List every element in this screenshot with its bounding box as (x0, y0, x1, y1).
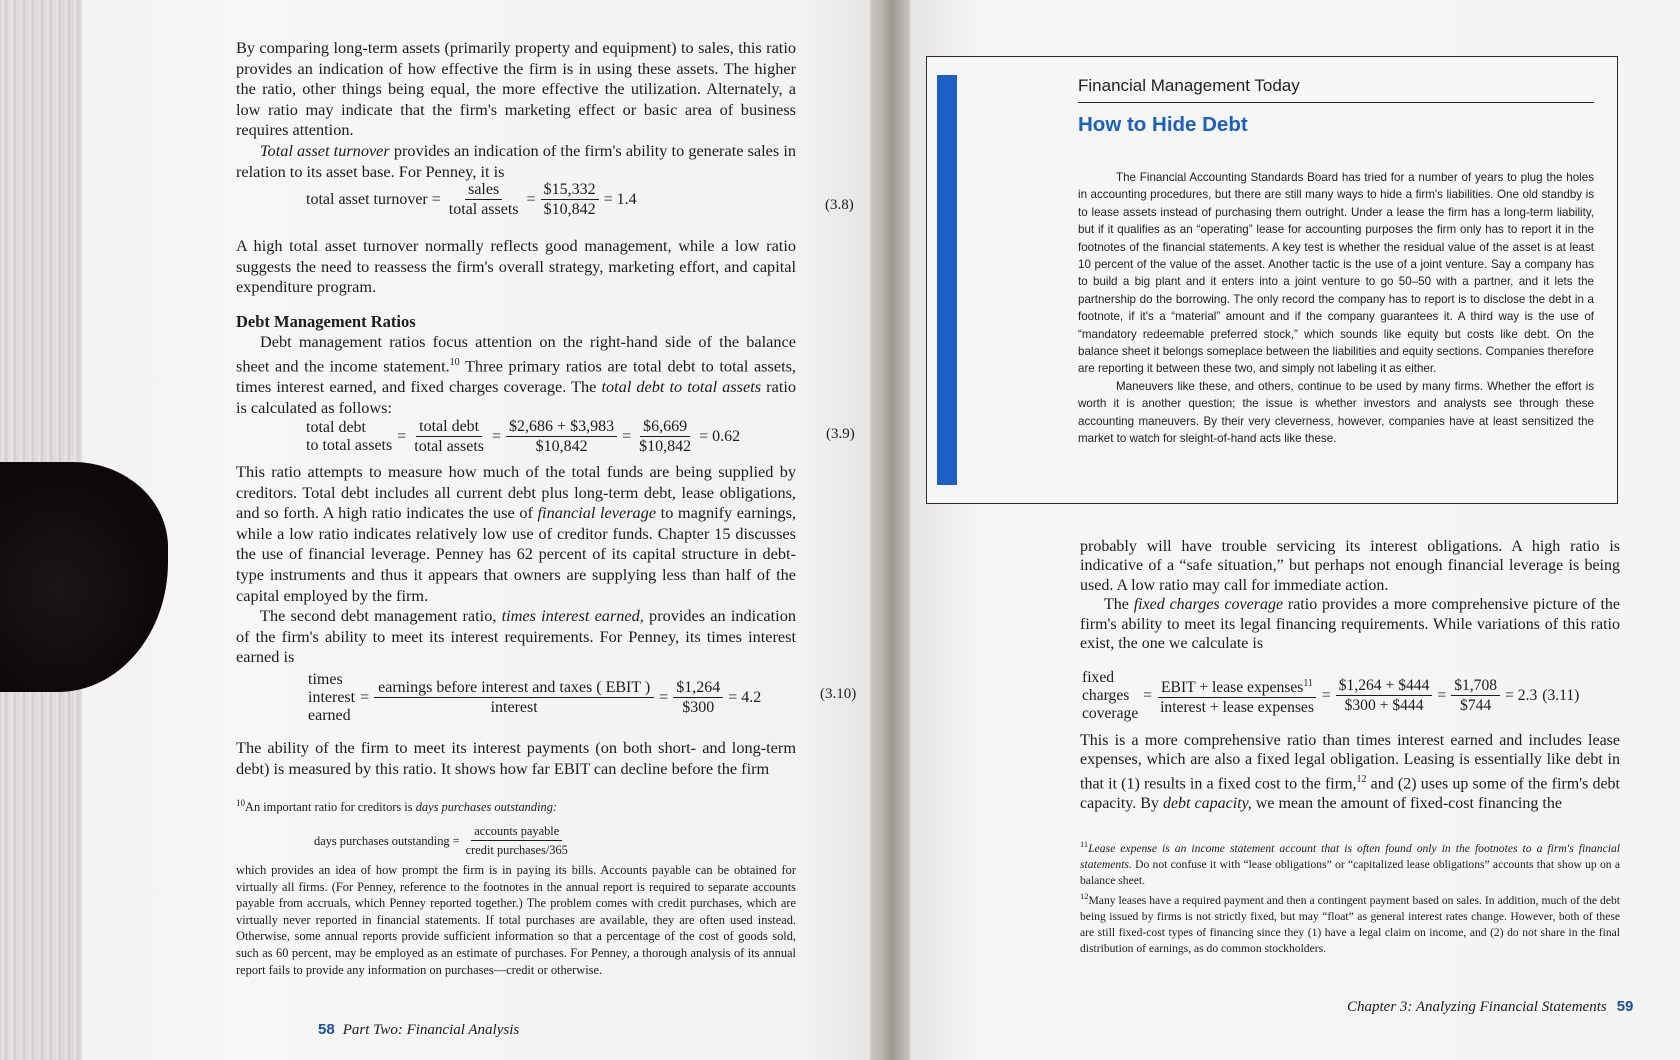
equation-3-11: fixed charges coverage = $\frac{EBIT + lease expenses^{11}}{\text{interest + lease expenses}}$ = $\frac{\$1,264 + \$444}{\$300 + \$444}$ = $\frac{\$1,708}{\$744}$ = 2.3 (3.11) (1082, 669, 1580, 722)
para-times-interest: The second debt management ratio, times interest earned, provides an indication of the firm's ability to meet its interest requirements. For Penney, its times interest earned is (236, 606, 796, 667)
sidebar-header (1078, 68, 1594, 137)
left-page-number: 58 (318, 1021, 335, 1038)
equation-3-10: times interest earned = $\frac{\text{earnings before interest and taxes ( EBIT )}}{\text{interest}}$ = $\frac{\$1,264}{\$300}$ = 4.2 (308, 671, 762, 724)
equation-3-9: total debt to total assets = $\frac{\text{total debt}}{\text{total assets}}$ = $\frac{\$2,686 + \$3,983}{\$10,842}$ = $\frac{\$6,669}{\$10,842}$ = 0.62 (306, 418, 741, 455)
para-total-asset-turnover: Total asset turnover provides an indication of the firm's ability to generate sales in relation to its asset base. For Penney, it is (236, 140, 796, 181)
para-high-turnover: A high total asset turnover normally reflects good management, while a low ratio suggests the need to reassess the firm's overall strategy, marketing effort, and capital expenditure program. (236, 236, 796, 297)
right-folio (1347, 998, 1641, 1016)
footnote-11: $^{11}$Lease expense is an income statement account that is often found only in the footnotes to a firm's financial statements. Do not confuse it with “lease obligations” or “capitalized lease obligations” accounts that show up on a balance sheet. (1080, 839, 1620, 888)
left-running-title: Part Two: Financial Analysis (342, 1022, 520, 1038)
footnote-10: $^{10}$An important ratio for creditors is days purchases outstanding: (236, 798, 558, 815)
para-long-term-assets: By comparing long-term assets (primarily property and equipment) to sales, this ratio provides an indication of how effective the firm is in using these assets. The higher the ratio, other things being equal, the more effective the utilization. Alternately, a low ratio may indicate that the firm's marketing effect or basic area of business requires attention. (236, 38, 796, 140)
equation-number-3-11: (3.11) (1542, 687, 1580, 704)
para-ability-to-meet: The ability of the firm to meet its interest payments (on both short- and long-term debt) is measured by this ratio. It shows how far EBIT can decline before the firm (236, 738, 796, 778)
left-top-text (236, 38, 796, 182)
heading-debt-management: Debt Management Ratios (236, 311, 416, 331)
sidebar-title: How to Hide Debt (1078, 113, 1248, 136)
left-para-ability (236, 738, 796, 779)
left-mid-text (236, 236, 796, 418)
equation-number-3-9: (3.9) (826, 426, 855, 442)
equation-number-3-8: (3.8) (825, 197, 854, 213)
equation-days-purchases: days purchases outstanding = $\frac{\text{accounts payable}}{\text{credit purchases/365}}$ (314, 824, 568, 857)
sidebar-para-2: Maneuvers like these, and others, continue to be used by many firms. Whether the effort is worth it is another question; the issue is whether investors and analysts see through these accounting maneuvers. By their very cleverness, however, companies have at least sensitized the market to watch for sleight-of-hand acts like these. (1078, 379, 1594, 446)
left-folio (318, 1021, 519, 1039)
para-fixed-charges: The fixed charges coverage ratio provides a more comprehensive picture of the firm's ability to meet its legal financing requirements. While variations of this ratio exist, the one we calculate is (1080, 596, 1621, 653)
sidebar-body (1078, 169, 1594, 448)
footnote-12: $^{12}$Many leases have a required payment and then a contingent payment based on sales. In addition, much of the debt being issued by firms is not strictly fixed, but may “float” as general interest rates change. However, both of these are still fixed-cost types of financing since they (1) have a legal claim on income, and (2) do not share in the final distribution of earnings, as do common stockholders. (1080, 891, 1620, 956)
sidebar-accent-bar (937, 75, 957, 485)
para-servicing: probably will have trouble servicing its interest obligations. A high ratio is indicative of a “safe situation,” but perhaps not enough financial leverage is being used. A low ratio may call for immediate action. (1080, 538, 1620, 594)
sidebar-kicker: Financial Management Today (1078, 68, 1594, 103)
para-total-funds: This ratio attempts to measure how much of the total funds are being supplied by creditors. Total debt includes all current debt plus long-term debt, lease obligations, and so forth. A high ratio indicates the use of financial leverage to magnify earnings, while a low ratio indicates relatively low use of creditor funds. Chapter 15 discusses the use of financial leverage. Penney has 62 percent of its capital structure in debt-type instruments and thus it appears that owners are supplying less than half of the capital employed by the firm. (236, 462, 797, 605)
footnote-10-body: which provides an idea of how prompt the firm is in paying its bills. Accounts payable can be obtained for virtually all firms. (For Penney, reference to the footnotes in the annual report is required to separate accounts payable from accruals, which Penney reported together.) The problem comes with credit purchases, which are virtually never reported in financial statements. If total purchases are available, they are often used instead. Otherwise, some annual reports provide sufficient information so that a percentage of the cost of goods sold, such as 60 percent, may be employed as an estimate of purchases. For Penney, a thorough analysis of its annual report fails to provide any information on purchases—credit or otherwise. (236, 863, 796, 977)
equation-number-3-10: (3.10) (820, 686, 857, 702)
equation-3-8: total asset turnover = $\frac{\text{sales}}{\text{total assets}}$ = $\frac{\$15,332}{\$10,842}$ = 1.4 (306, 181, 637, 218)
right-lower-text (1080, 731, 1620, 813)
right-page-number: 59 (1616, 998, 1634, 1015)
para-debt-ratios: Debt management ratios focus attention on the right-hand side of the balance sheet and the income statement.$^{10}$ Three primary ratios are total debt to total assets, times interest earned, and fixed charges coverage. The total debt to total assets ratio is calculated as follows: (236, 332, 797, 417)
sidebar-para-1: The Financial Accounting Standards Board has tried for a number of years to plug the holes in accounting procedures, but there are still many ways to hide a firm's liabilities. One old standby is to lease assets instead of purchasing them outright. Under a lease the firm has a long-term liability, but if it qualifies as an “operating” lease for accounting purposes the firm only has to report it in the footnotes of the financial statements. A key test is whether the residual value of the asset is at least 10 percent of the value of the asset. Another tactic is the use of a joint venture. Say a company has to build a big plant and it enters into a joint venture to go 50–50 with a partner, and it lets the partnership do the borrowing. The only record the company has to report is to disclose the debt in a footnote, if it's a “material” amount and if the company guarantees it. A third way is the use of “mandatory redeemable preferred stock,” which sounds like equity but costs like debt. On the balance sheet it belongs someplace between the liabilities and equity sections. Companies therefore are reporting it between these two, and simply not labeling it as either. (1078, 171, 1594, 376)
right-running-title: Chapter 3: Analyzing Financial Statements (1347, 999, 1607, 1015)
left-lower-text (236, 462, 796, 668)
right-top-text (1080, 537, 1620, 653)
para-comprehensive-ratio: This is a more comprehensive ratio than times interest earned and includes lease expenses, which are also a fixed legal obligation. Leasing is essentially like debt in that it (1) results in a fixed cost to the firm,$^{12}$ and (2) uses up some of the firm's debt capacity. By debt capacity, we mean the amount of fixed-cost financing the (1080, 732, 1620, 812)
book-gutter (870, 0, 910, 1060)
